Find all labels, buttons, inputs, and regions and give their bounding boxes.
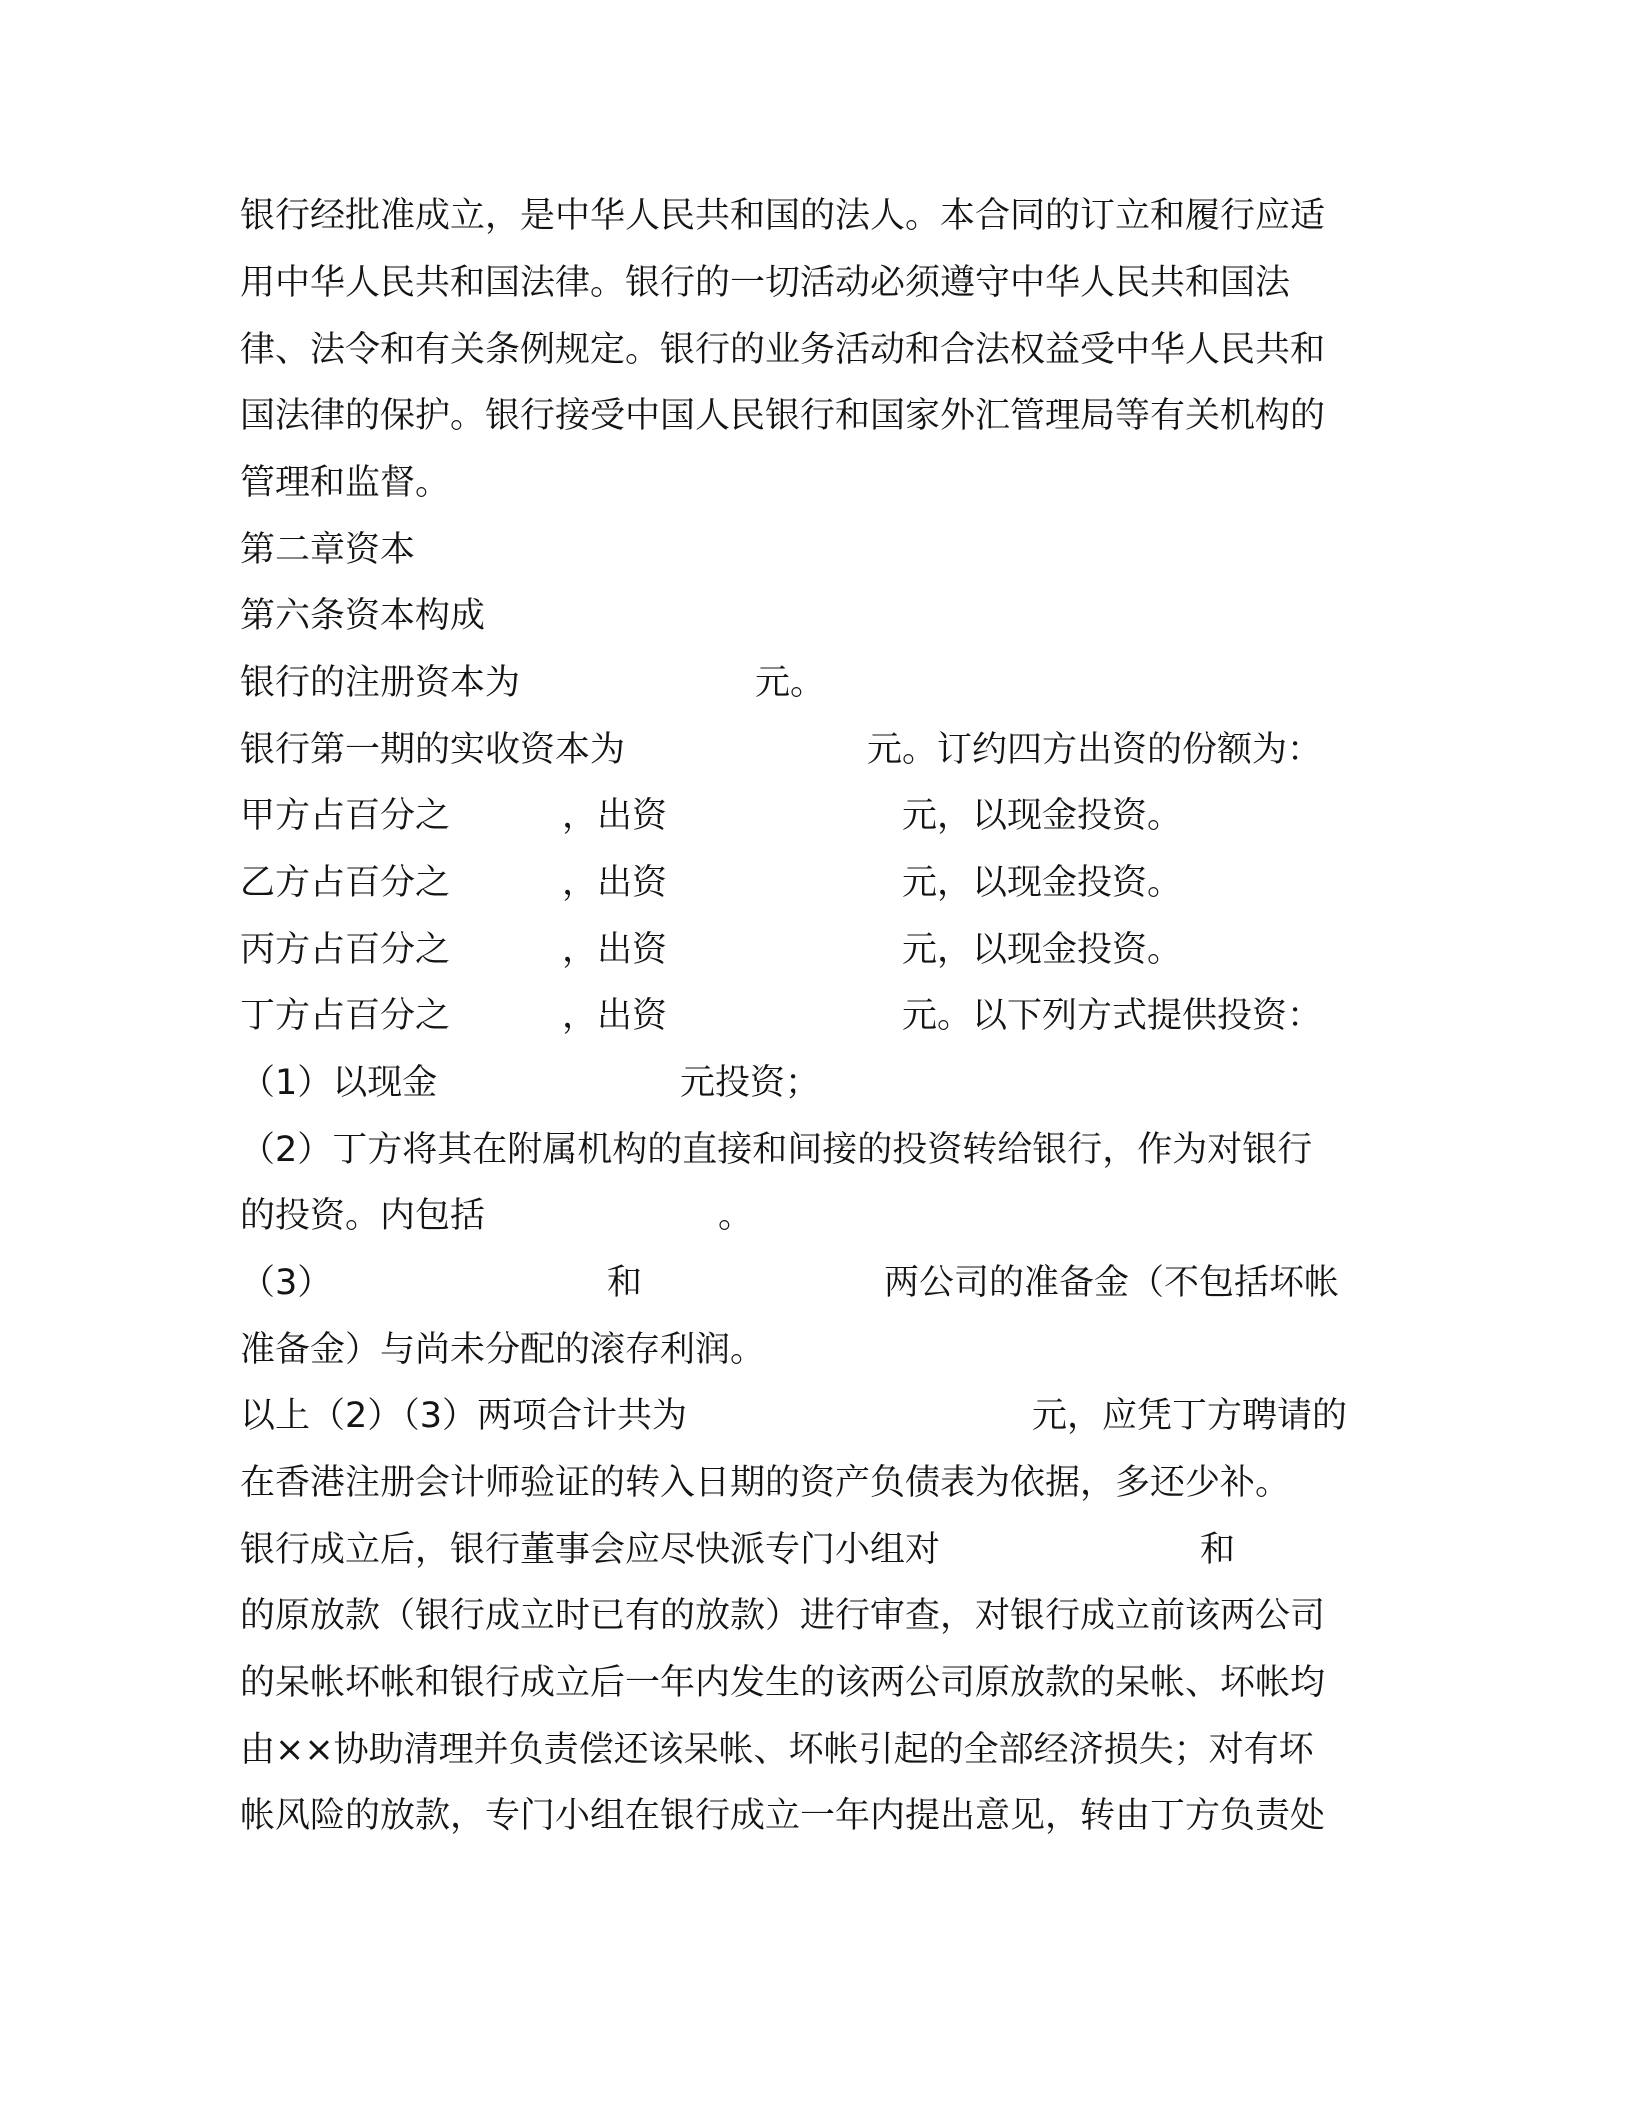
review-line: 帐风险的放款，专门小组在银行成立一年内提出意见，转由丁方负责处 (240, 1796, 1326, 1836)
registered-capital-unit: 元。 (755, 663, 826, 703)
party-label: 甲方占百分之 (240, 796, 451, 836)
item2-end: 。 (718, 1196, 754, 1236)
party-contribution: ，出资 (562, 930, 668, 970)
total-prefix: 以上（2）（3）两项合计共为 (240, 1396, 688, 1436)
review-line: 的呆帐坏帐和银行成立后一年内发生的该两公司原放款的呆帐、坏帐均 (240, 1663, 1326, 1703)
party-tail: 元，以现金投资。 (902, 863, 1183, 903)
item1-suffix: 元投资； (680, 1063, 821, 1103)
item2-prefix: 的投资。内包括 (240, 1196, 486, 1236)
party-label: 丁方占百分之 (240, 996, 451, 1036)
party-contribution: ，出资 (562, 796, 668, 836)
review-prefix: 银行成立后，银行董事会应尽快派专门小组对 (240, 1530, 941, 1570)
registered-capital-prefix: 银行的注册资本为 (240, 663, 521, 703)
total-suffix: 元，应凭丁方聘请的 (1032, 1396, 1348, 1436)
chapter-heading: 第二章资本 (240, 530, 416, 570)
party-label: 乙方占百分之 (240, 863, 451, 903)
party-contribution: ，出资 (562, 996, 668, 1036)
paragraph-line: 律、法令和有关条例规定。银行的业务活动和合法权益受中华人民共和 (240, 330, 1326, 370)
review-line: 由××协助清理并负责偿还该呆帐、坏帐引起的全部经济损失；对有坏 (240, 1730, 1314, 1770)
review-line: 的原放款（银行成立时已有的放款）进行审查，对银行成立前该两公司 (240, 1596, 1326, 1636)
paid-in-capital-suffix: 元。订约四方出资的份额为： (867, 730, 1323, 770)
item3-suffix: 两公司的准备金（不包括坏帐 (884, 1263, 1340, 1303)
paragraph-line: 银行经批准成立，是中华人民共和国的法人。本合同的订立和履行应适 (240, 196, 1326, 236)
item2-line: （2）丁方将其在附属机构的直接和间接的投资转给银行，作为对银行 (240, 1130, 1313, 1170)
review-middle: 和 (1200, 1530, 1236, 1570)
total-line: 在香港注册会计师验证的转入日期的资产负债表为依据，多还少补。 (240, 1463, 1291, 1503)
item3-prefix: （3） (240, 1263, 333, 1303)
paragraph-line: 用中华人民共和国法律。银行的一切活动必须遵守中华人民共和国法 (240, 263, 1291, 303)
paid-in-capital-prefix: 银行第一期的实收资本为 (240, 730, 626, 770)
article-heading: 第六条资本构成 (240, 596, 486, 636)
item3-line: 准备金）与尚未分配的滚存利润。 (240, 1330, 766, 1370)
paragraph-line: 管理和监督。 (240, 463, 451, 503)
party-tail: 元，以现金投资。 (902, 796, 1183, 836)
party-label: 丙方占百分之 (240, 930, 451, 970)
paragraph-line: 国法律的保护。银行接受中国人民银行和国家外汇管理局等有关机构的 (240, 396, 1326, 436)
item1-prefix: （1）以现金 (240, 1063, 438, 1103)
item3-middle: 和 (607, 1263, 643, 1303)
party-tail: 元，以现金投资。 (902, 930, 1183, 970)
party-contribution: ，出资 (562, 863, 668, 903)
party-tail: 元。以下列方式提供投资： (902, 996, 1323, 1036)
